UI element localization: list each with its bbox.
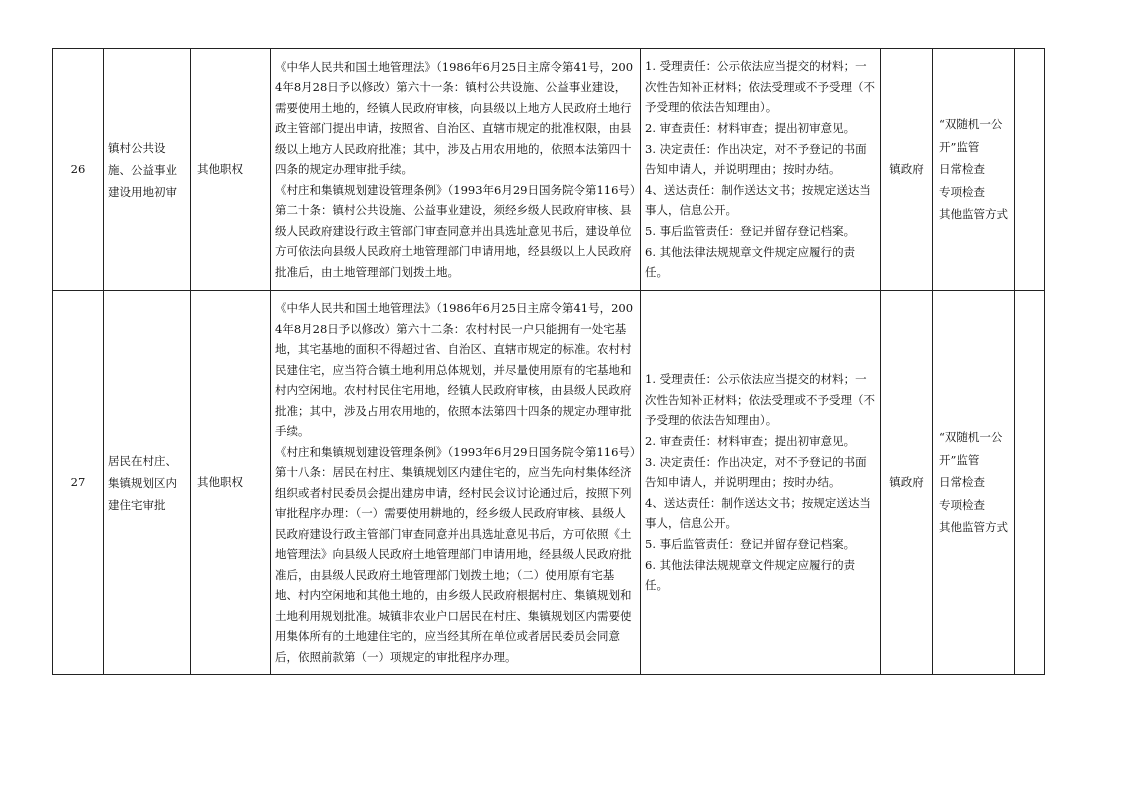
- responsibility-item: 6. 其他法律法规规章文件规定应履行的责任。: [645, 244, 856, 280]
- power-name: 镇村公共设施、公益事业建设用地初审: [104, 49, 191, 291]
- responsibility-item: 5. 事后监管责任：登记并留存登记档案。: [645, 536, 856, 551]
- table-row: [53, 49, 1045, 291]
- basis-paragraph: 《中华人民共和国土地管理法》（1986年6月25日主席令第41号，2004年8月28日予以修改）第六十二条：农村村民一户只能拥有一处宅基地，其宅基地的面积不得超过省、自治区、直辖市规定的标准。农村村民建住宅，应当符合镇土地利用总体规划，并尽量使用原有的宅基地和村内空闲地。农村村民住宅用地，经镇人民政府审核，由县级人民政府批准；其中，涉及占用农用地的，依照本法第四十四条的规定办理审批手续。: [275, 301, 634, 438]
- supervision-item: 日常检查: [939, 475, 985, 490]
- responsibility-list: [641, 49, 881, 291]
- responsibility-item: 3. 决定责任：作出决定，对不予登记的书面告知申请人，并说明理由；按时办结。: [645, 141, 867, 177]
- power-category: 其他职权: [191, 291, 271, 675]
- responsibility-item: 2. 审查责任：材料审查；提出初审意见。: [645, 434, 856, 449]
- responsibility-item: 4、送达责任：制作送达文书；按规定送达当事人，信息公开。: [645, 182, 871, 218]
- row-number: 27: [53, 291, 104, 675]
- remark-cell: [1015, 49, 1045, 291]
- legal-basis: [271, 291, 641, 675]
- basis-paragraph: 《村庄和集镇规划建设管理条例》（1993年6月29日国务院令第116号）第二十条：镇村公共设施、公益事业建设，须经乡级人民政府审核、县级人民政府建设行政主管部门审查同意并出具选址意见书后，建设单位方可依法向县级人民政府土地管理部门申请用地，经县级以上人民政府批准后，由土地管理部门划拨土地。: [275, 182, 636, 279]
- supervision-item: 其他监管方式: [939, 207, 1008, 222]
- responsibility-item: 1. 受理责任：公示依法应当提交的材料；一次性告知补正材料；依法受理或不予受理（不予受理的依法告知理由）。: [645, 372, 875, 428]
- responsibility-item: 3. 决定责任：作出决定，对不予登记的书面告知申请人，并说明理由；按时办结。: [645, 454, 867, 490]
- legal-basis: [271, 49, 641, 291]
- supervision-item: 其他监管方式: [939, 520, 1008, 535]
- supervision-item: 专项检查: [939, 184, 985, 199]
- responsibility-item: 5. 事后监管责任：登记并留存登记档案。: [645, 223, 856, 238]
- responsible-department: 镇政府: [881, 49, 933, 291]
- power-name: 居民在村庄、集镇规划区内建住宅审批: [104, 291, 191, 675]
- responsibility-item: 6. 其他法律法规规章文件规定应履行的责任。: [645, 557, 856, 593]
- supervision-item: “双随机一公开”监管: [939, 430, 1003, 467]
- supervision-item: “双随机一公开”监管: [939, 117, 1003, 154]
- basis-paragraph: 《村庄和集镇规划建设管理条例》（1993年6月29日国务院令第116号）第十八条：居民在村庄、集镇规划区内建住宅的，应当先向村集体经济组织或者村民委员会提出建房申请，经村民会议讨论通过后，按照下列审批程序办理：（一）需要使用耕地的，经乡级人民政府审核、县级人民政府建设行政主管部门审查同意并出具选址意见书后，方可依照《土地管理法》向县级人民政府土地管理部门申请用地，经县级人民政府批准后，由县级人民政府土地管理部门划拨土地；（二）使用原有宅基地、村内空闲地和其他土地的，由乡级人民政府根据村庄、集镇规划和土地利用规划批准。城镇非农业户口居民在村庄、集镇规划区内需要使用集体所有的土地建住宅的，应当经其所在单位或者居民委员会同意后，依照前款第（一）项规定的审批程序办理。: [275, 444, 636, 664]
- responsibility-item: 2. 审查责任：材料审查；提出初审意见。: [645, 121, 856, 136]
- supervision-item: 日常检查: [939, 162, 985, 177]
- supervision-item: 专项检查: [939, 497, 985, 512]
- table-row: [53, 291, 1045, 675]
- remark-cell: [1015, 291, 1045, 675]
- supervision-methods: [933, 49, 1015, 291]
- power-list-table: [52, 48, 1045, 675]
- basis-paragraph: 《中华人民共和国土地管理法》（1986年6月25日主席令第41号，2004年8月28日予以修改）第六十一条：镇村公共设施、公益事业建设，需要使用土地的，经镇人民政府审核，向县级以上地方人民政府土地行政主管部门提出申请，按照省、自治区、直辖市规定的批准权限，由县级以上地方人民政府批准；其中，涉及占用农用地的，依照本法第四十四条的规定办理审批手续。: [275, 59, 634, 177]
- row-number: 26: [53, 49, 104, 291]
- responsible-department: 镇政府: [881, 291, 933, 675]
- responsibility-item: 4、送达责任：制作送达文书；按规定送达当事人，信息公开。: [645, 495, 871, 531]
- responsibility-list: [641, 291, 881, 675]
- supervision-methods: [933, 291, 1015, 675]
- power-category: 其他职权: [191, 49, 271, 291]
- responsibility-item: 1. 受理责任：公示依法应当提交的材料；一次性告知补正材料；依法受理或不予受理（不予受理的依法告知理由）。: [645, 59, 875, 115]
